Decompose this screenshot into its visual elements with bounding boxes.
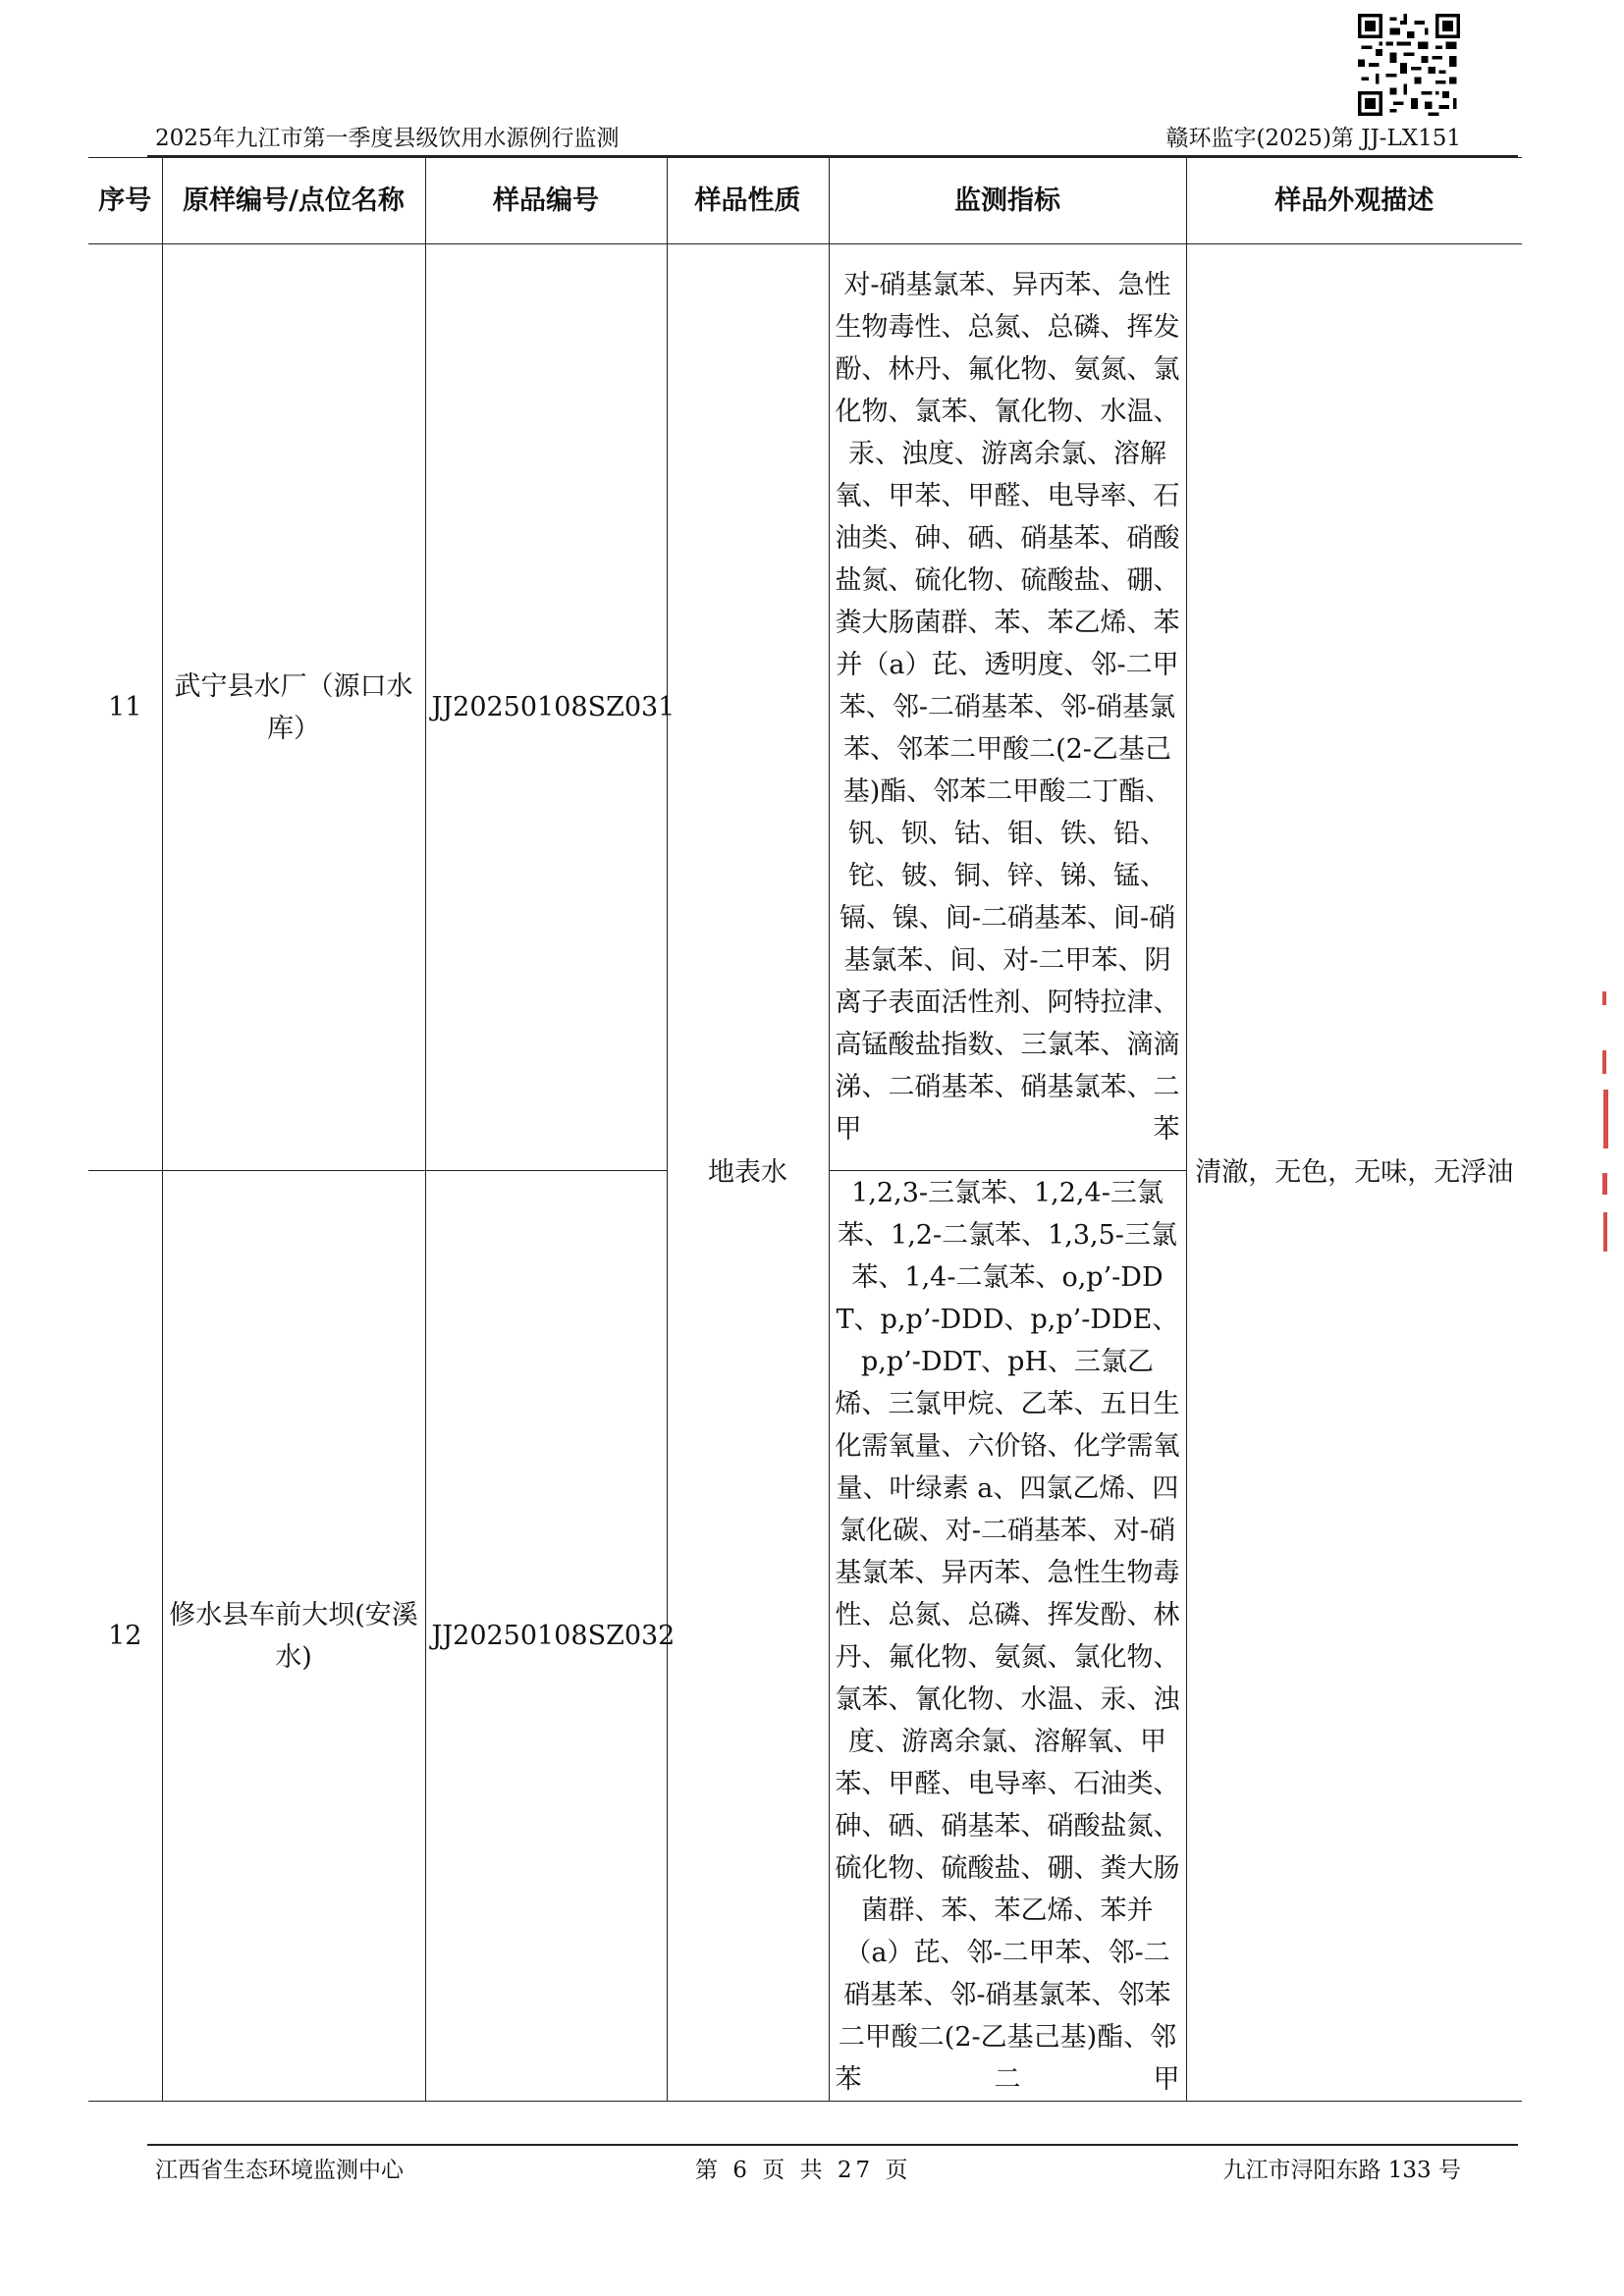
col-header-indicators: 监测指标 — [829, 158, 1186, 244]
page-number: 第 6 页 共 27 页 — [695, 2158, 912, 2183]
table-row — [88, 244, 1522, 1171]
report-project-title: 2025年九江市第一季度县级饮用水源例行监测 — [155, 126, 620, 151]
row-indicators: 对-硝基氯苯、异丙苯、急性生物毒性、总氮、总磷、挥发酚、林丹、氟化物、氨氮、氯化物、氯苯、氰化物、水温、汞、浊度、游离余氯、溶解氧、甲苯、甲醛、电导率、石油类、砷、硒、硝基苯、硝酸盐氮、硫化物、硫酸盐、硼、粪大肠菌群、苯、苯乙烯、苯并（a）芘、透明度、邻-二甲苯、邻-二硝基苯、邻-硝基氯苯、邻苯二甲酸二(2-乙基己基)酯、邻苯二甲酸二丁酯、钒、钡、钴、钼、铁、铅、铊、铍、铜、锌、锑、锰、镉、镍、间-二硝基苯、间-硝基氯苯、间、对-二甲苯、阴离子表面活性剂、阿特拉津、高锰酸盐指数、三氯苯、滴滴涕、二硝基苯、硝基氯苯、二甲苯 — [829, 244, 1186, 1171]
row-no: 11 — [88, 244, 162, 1171]
sample-table — [88, 157, 1522, 2102]
row-location: 修水县车前大坝(安溪水) — [162, 1171, 425, 2102]
row-no: 12 — [88, 1171, 162, 2102]
col-header-no: 序号 — [88, 158, 162, 244]
col-header-appearance: 样品外观描述 — [1186, 158, 1522, 244]
red-seal-edge-icon — [1602, 991, 1610, 1256]
table-header-row — [88, 158, 1522, 244]
col-header-sample-nature: 样品性质 — [667, 158, 829, 244]
col-header-location: 原样编号/点位名称 — [162, 158, 425, 244]
qr-code-icon — [1357, 14, 1461, 116]
sample-nature-cell: 地表水 — [667, 244, 829, 2102]
row-location: 武宁县水厂（源口水库） — [162, 244, 425, 1171]
row-sample-id: JJ20250108SZ032 — [425, 1171, 667, 2102]
appearance-cell: 清澈，无色，无味，无浮油 — [1186, 244, 1522, 2102]
report-number: 赣环监字(2025)第 JJ-LX151 — [1165, 126, 1461, 151]
footer-rule — [147, 2144, 1518, 2146]
row-sample-id: JJ20250108SZ031 — [425, 244, 667, 1171]
col-header-sample-id: 样品编号 — [425, 158, 667, 244]
row-indicators: 1,2,3-三氯苯、1,2,4-三氯苯、1,2-二氯苯、1,3,5-三氯苯、1,4-二氯苯、o,p’-DDT、p,p’-DDD、p,p’-DDE、p,p’-DDT、pH、三氯乙烯、三氯甲烷、乙苯、五日生化需氧量、六价铬、化学需氧量、叶绿素 a、四氯乙烯、四氯化碳、对-二硝基苯、对-硝基氯苯、异丙苯、急性生物毒性、总氮、总磷、挥发酚、林丹、氟化物、氨氮、氯化物、氯苯、氰化物、水温、汞、浊度、游离余氯、溶解氧、甲苯、甲醛、电导率、石油类、砷、硒、硝基苯、硝酸盐氮、硫化物、硫酸盐、硼、粪大肠菌群、苯、苯乙烯、苯并（a）芘、邻-二甲苯、邻-二硝基苯、邻-硝基氯苯、邻苯二甲酸二(2-乙基己基)酯、邻苯二甲 — [829, 1171, 1186, 2102]
footer-address: 九江市浔阳东路 133 号 — [1222, 2158, 1461, 2183]
footer-organization: 江西省生态环境监测中心 — [155, 2158, 404, 2183]
